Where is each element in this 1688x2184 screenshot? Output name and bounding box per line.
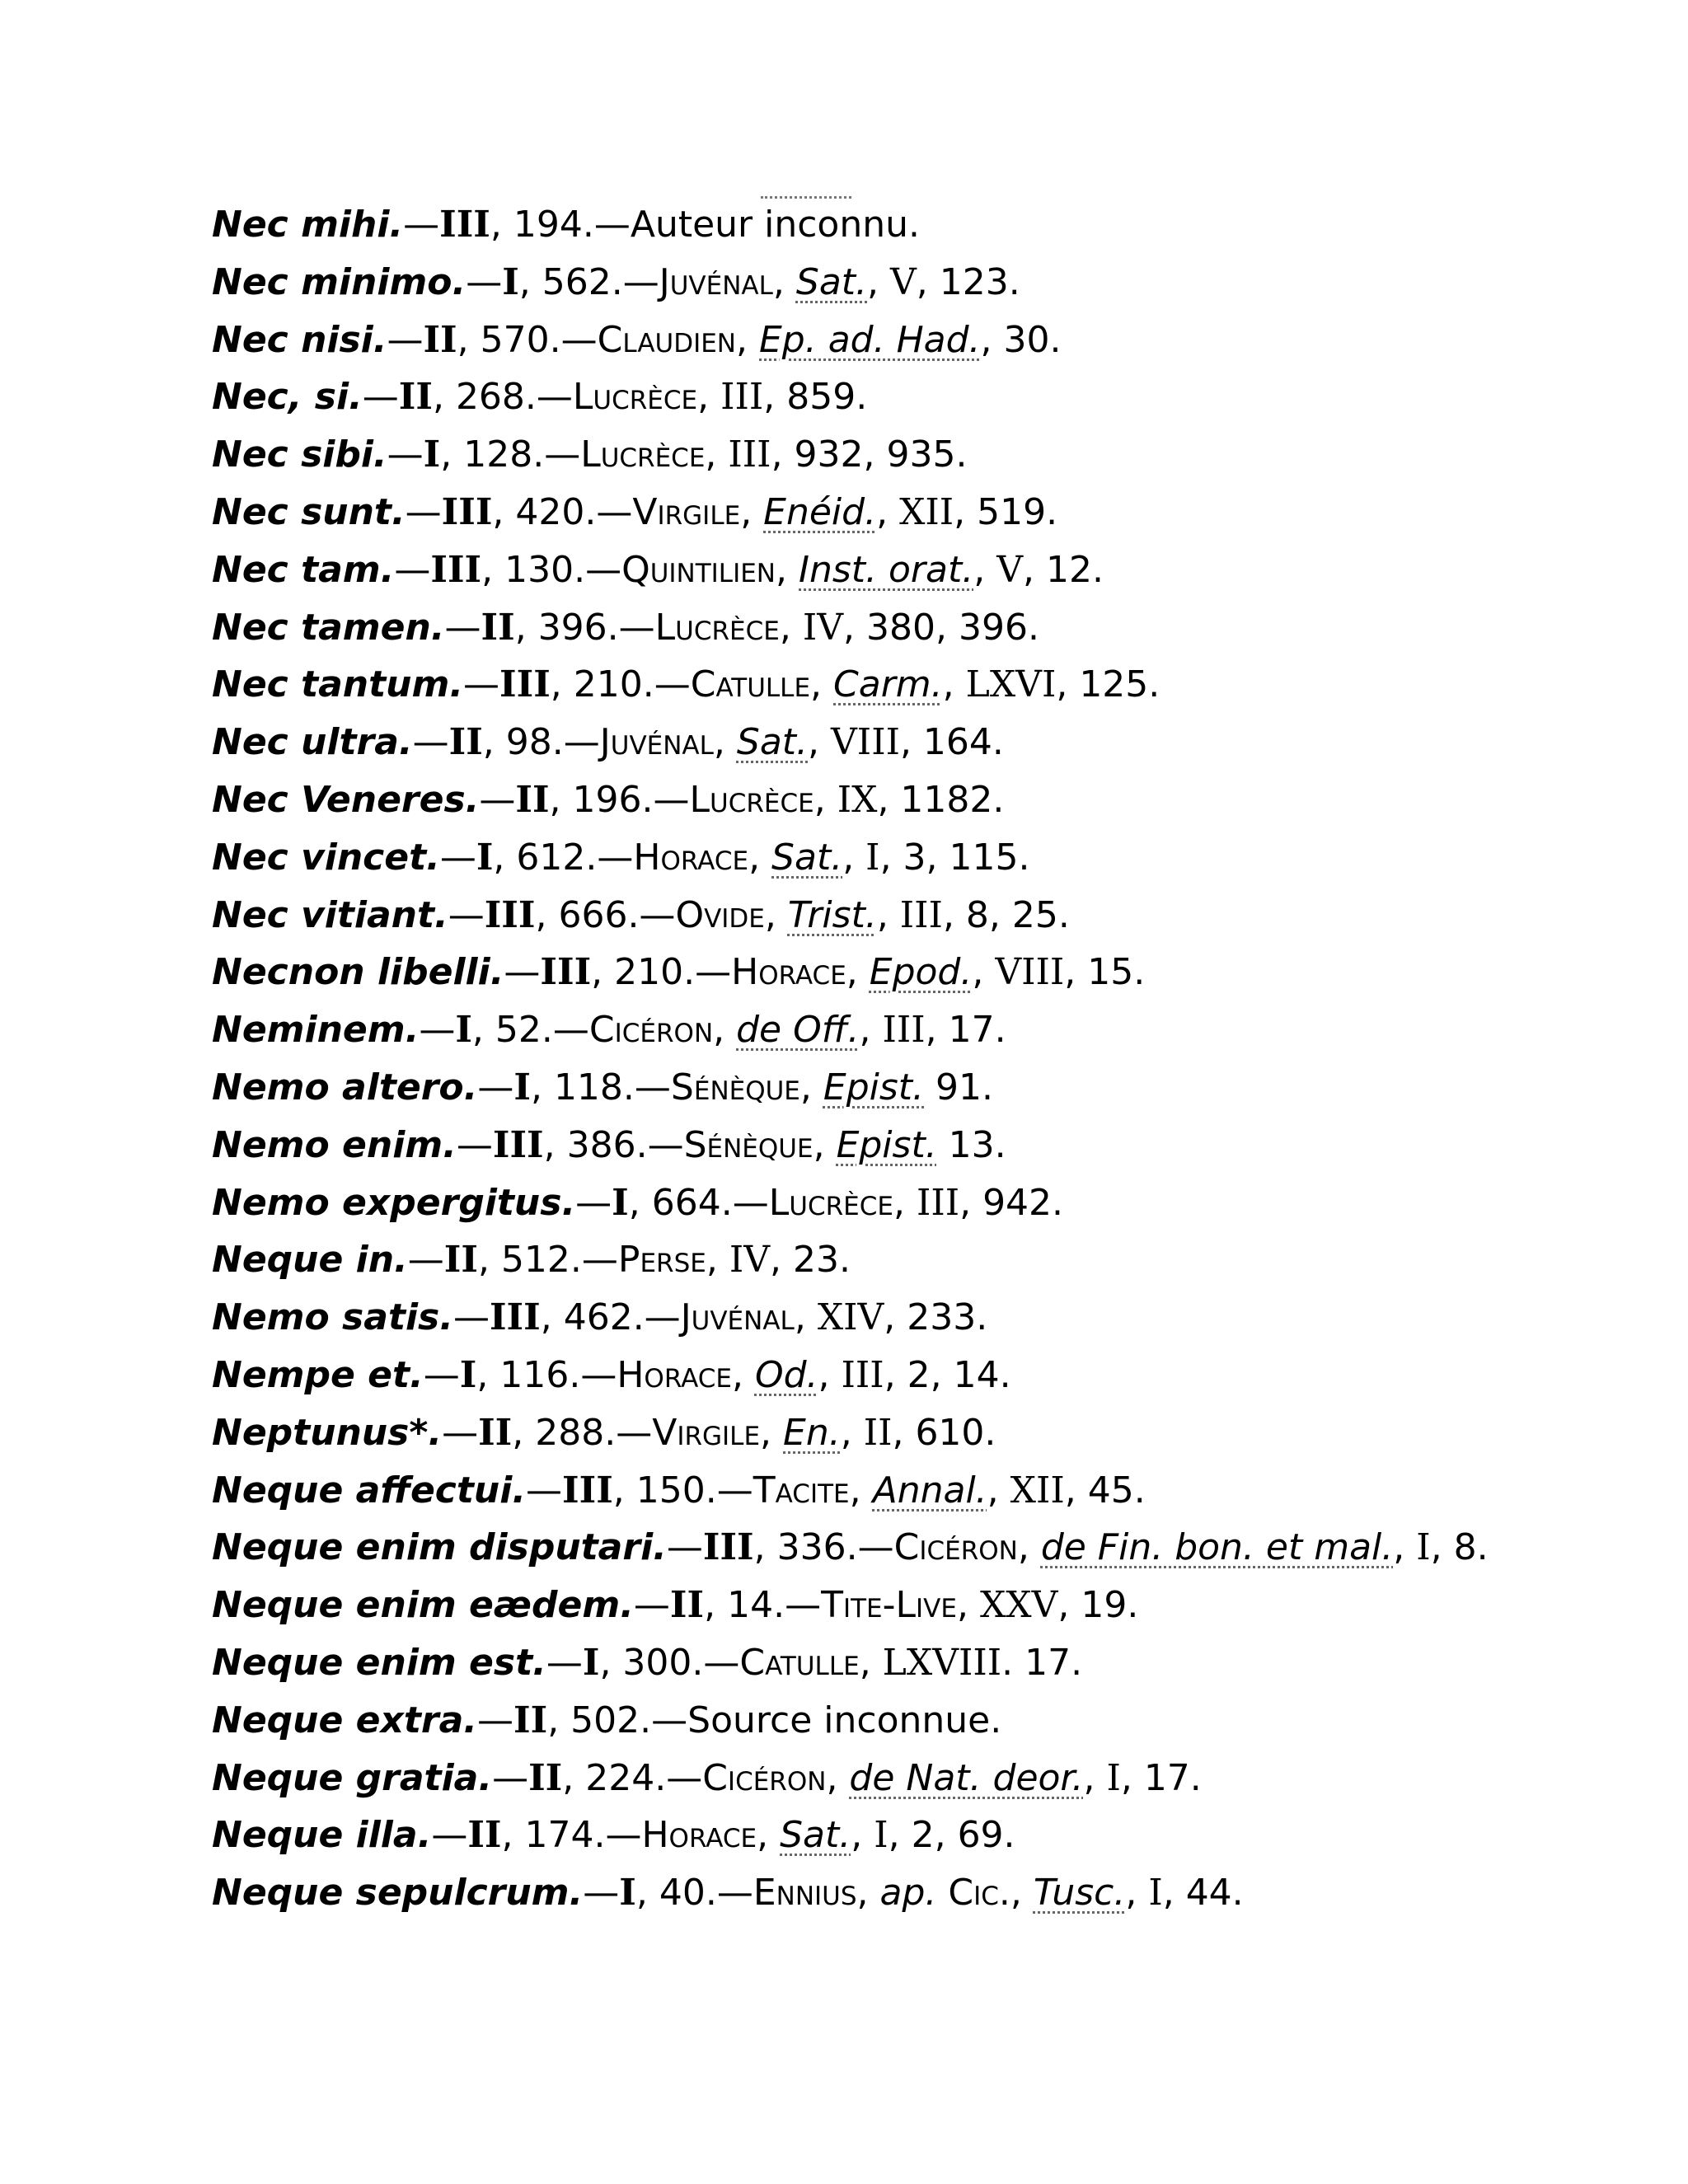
entry-author: Tite-Live: [821, 1584, 957, 1627]
entry-work-title: Sat.: [780, 1814, 851, 1857]
index-entry: Nec nisi.—II, 570.—Claudien, Ep. ad. Had., 30.: [212, 318, 1062, 361]
entry-volume: I: [502, 260, 519, 303]
entry-author: Lucrèce: [654, 606, 780, 649]
entry-work-title: Sat.: [771, 836, 843, 879]
entry-reference-text: 13.: [936, 1123, 1006, 1166]
entry-author: Juvénal: [659, 260, 773, 303]
entry-reference-text: ,: [840, 1411, 864, 1454]
index-entry: Nec, si.—II, 268.—Lucrèce, III, 859.: [212, 376, 868, 419]
entry-page: 300: [622, 1641, 692, 1684]
entry-work-title: Epist.: [823, 1066, 925, 1108]
entry-reference-text: ,: [776, 548, 799, 591]
entry-book-number: VIII: [831, 721, 900, 764]
entry-headword: Neminem.: [212, 1009, 420, 1052]
entry-reference-text: ,: [772, 260, 796, 303]
entry-volume: II: [513, 1699, 548, 1741]
index-entry: Neque gratia.—II, 224.—Cicéron, de Nat. deor., I, 17.: [212, 1756, 1202, 1799]
entry-page: 98: [505, 721, 552, 764]
entry-reference-text: , 8.: [1430, 1526, 1489, 1569]
entry-reference-text: ,: [779, 606, 803, 649]
index-entry: Neque in.—II, 512.—Perse, IV, 23.: [212, 1239, 851, 1282]
entry-author: Claudien: [597, 318, 737, 361]
entry-headword: Necnon libelli.: [212, 951, 504, 994]
entry-book-number: IV: [729, 1239, 770, 1282]
entry-reference-text: , 123.: [916, 260, 1020, 303]
entry-headword: Nec mihi.: [212, 204, 404, 246]
entry-author: Virgile: [652, 1411, 761, 1454]
entry-author: Cicéron: [702, 1756, 827, 1799]
entry-work-title: Sat.: [736, 721, 809, 764]
entry-reference-text: ,: [736, 318, 759, 361]
entry-book-number: V: [890, 260, 917, 303]
entry-volume: III: [441, 490, 493, 533]
entry-reference-text: ,: [876, 893, 900, 936]
index-entry: Nemo expergitus.—I, 664.—Lucrèce, III, 942.: [212, 1181, 1064, 1224]
entry-headword: Neque enim eædem.: [212, 1584, 634, 1627]
entry-reference-text: ,: [956, 1584, 980, 1627]
entry-reference-text: ,: [818, 1353, 842, 1396]
entry-reference-text: ,: [851, 1814, 874, 1857]
entry-headword: Nec tamen.: [212, 606, 445, 649]
entry-headword: Neque illa.: [212, 1814, 432, 1857]
entry-page: 386: [566, 1123, 636, 1166]
index-entry: Nec Veneres.—II, 196.—Lucrèce, IX, 1182.: [212, 778, 1005, 821]
entry-headword: Nec Veneres.: [212, 778, 480, 821]
index-entry: Neque illa.—II, 174.—Horace, Sat., I, 2, 69.: [212, 1814, 1015, 1857]
entry-author: Catulle: [739, 1641, 860, 1684]
entry-author: Horace: [617, 1353, 732, 1396]
entry-author: Lucrèce: [572, 376, 698, 419]
entry-page: 210: [573, 663, 643, 706]
entry-author: Lucrèce: [689, 778, 814, 821]
entry-reference-text: ,: [697, 376, 721, 419]
entry-reference-text: , 45.: [1064, 1469, 1146, 1511]
entry-work-title: Inst. orat.: [799, 548, 974, 591]
entry-volume: III: [492, 1123, 544, 1166]
entry-page: 194: [513, 204, 583, 246]
entry-reference-text: ,: [849, 1469, 873, 1511]
entry-page: 210: [614, 951, 684, 994]
entry-book-number: I: [865, 836, 880, 879]
entry-page: 150: [635, 1469, 706, 1511]
entry-reference-text: ,: [1393, 1526, 1417, 1569]
entry-work-title: En.: [783, 1411, 841, 1454]
entry-page: 40: [659, 1872, 706, 1915]
entry-volume: III: [489, 1296, 541, 1339]
entry-headword: Nec tam.: [212, 548, 395, 591]
index-entry: Neque enim disputari.—III, 336.—Cicéron, de Fin. bon. et mal., I, 8.: [212, 1526, 1489, 1569]
entry-page: 196: [572, 778, 642, 821]
entry-page: 174: [524, 1814, 594, 1857]
index-entry: Neque enim eædem.—II, 14.—Tite-Live, XXV, 19.: [212, 1584, 1139, 1627]
entry-work-title: de Off.: [736, 1009, 860, 1052]
entry-headword: Nempe et.: [212, 1353, 424, 1396]
entry-book-number: IX: [837, 778, 878, 821]
entry-reference-text: ,: [1010, 1872, 1034, 1915]
index-entry: Nempe et.—I, 116.—Horace, Od., III, 2, 14.: [212, 1353, 1011, 1396]
entry-reference-text: ,: [748, 836, 772, 879]
entry-volume: II: [481, 606, 515, 649]
entry-reference-text: ,: [856, 1872, 880, 1915]
entry-headword: Neque enim disputari.: [212, 1526, 667, 1569]
entry-volume: III: [540, 951, 592, 994]
entry-volume: II: [398, 376, 433, 419]
entry-volume: I: [619, 1872, 636, 1915]
entry-reference-text: , 233.: [884, 1296, 988, 1339]
entry-volume: III: [439, 204, 490, 246]
index-entry: Neptunus*.—II, 288.—Virgile, En., II, 610.: [212, 1411, 996, 1454]
entry-reference-text: , 15.: [1064, 951, 1146, 994]
entry-reference-text: ,: [705, 434, 729, 476]
entry-book-number: I: [1416, 1526, 1431, 1569]
entry-volume: I: [455, 1009, 472, 1052]
entry-reference-text: , 859.: [763, 376, 868, 419]
entry-page: 224: [585, 1756, 655, 1799]
entry-reference-text: , 17.: [1120, 1756, 1202, 1799]
entry-reference-text: ,: [732, 1353, 755, 1396]
entry-page: 462: [563, 1296, 633, 1339]
entry-volume: II: [448, 721, 483, 764]
entry-reference-text: , 1182.: [877, 778, 1005, 821]
entry-page: 562: [542, 260, 612, 303]
index-entry: Nec vincet.—I, 612.—Horace, Sat., I, 3, 115.: [212, 836, 1030, 879]
entry-page: 502: [570, 1699, 640, 1741]
entry-headword: Neque extra.: [212, 1699, 478, 1741]
index-entry: Nec mihi.—III, 194.—Auteur inconnu.: [212, 204, 920, 246]
index-entry: Nemo altero.—I, 118.—Sénèque, Epist. 91.: [212, 1066, 993, 1108]
entry-volume: II: [467, 1814, 502, 1857]
index-entry: Nec sibi.—I, 128.—Lucrèce, III, 932, 935.: [212, 434, 968, 476]
index-entry: Nec tamen.—II, 396.—Lucrèce, IV, 380, 396.: [212, 606, 1039, 649]
entry-volume: III: [484, 893, 536, 936]
entry-page: 512: [500, 1239, 570, 1282]
entry-reference-text: ,: [713, 1009, 737, 1052]
entry-work-title: de Nat. deor.: [849, 1756, 1084, 1799]
index-entry: Necnon libelli.—III, 210.—Horace, Epod., VIII, 15.: [212, 951, 1146, 994]
entry-author: Horace: [633, 836, 749, 879]
entry-reference-text: ,: [972, 951, 996, 994]
entry-work-title: Carm.: [833, 663, 943, 706]
entry-work-title: Trist.: [787, 893, 877, 936]
entry-book-number: III: [841, 1353, 884, 1396]
entry-reference-text: ,: [893, 1181, 917, 1224]
index-entry: Nec tam.—III, 130.—Quintilien, Inst. orat., V, 12.: [212, 548, 1104, 591]
entry-page: 666: [558, 893, 628, 936]
entry-author: Ovide: [675, 893, 765, 936]
entry-headword: Neptunus*.: [212, 1411, 443, 1454]
entry-work-title: Enéid.: [763, 490, 877, 533]
entry-reference-text: ,: [808, 721, 832, 764]
entry-volume: III: [702, 1526, 754, 1569]
entry-reference-text: , 2, 14.: [884, 1353, 1011, 1396]
entry-reference-text: ,: [760, 1411, 784, 1454]
entry-author: Quintilien: [621, 548, 776, 591]
entry-reference-text: ,: [942, 663, 966, 706]
entry-page: 268: [455, 376, 525, 419]
entry-volume: I: [423, 434, 441, 476]
entry-headword: Nemo expergitus.: [212, 1181, 576, 1224]
entry-reference-text: ,: [799, 1066, 823, 1108]
entry-book-number: VIII: [995, 951, 1065, 994]
entry-volume: II: [515, 778, 550, 821]
entry-reference-text: ,: [876, 490, 900, 533]
entry-author: Horace: [641, 1814, 757, 1857]
entry-author: Sénèque: [683, 1123, 814, 1166]
entry-volume: III: [430, 548, 482, 591]
entry-book-number: III: [882, 1009, 926, 1052]
entry-work-title: Epist.: [836, 1123, 937, 1166]
index-entry: Nec vitiant.—III, 666.—Ovide, Trist., III, 8, 25.: [212, 893, 1070, 936]
entry-page: 664: [651, 1181, 721, 1224]
entry-page: 612: [516, 836, 586, 879]
entry-headword: Nemo enim.: [212, 1123, 457, 1166]
entry-work-title: Annal.: [872, 1469, 987, 1511]
entry-headword: Nec ultra.: [212, 721, 413, 764]
entry-reference-text: , 932, 935.: [771, 434, 968, 476]
index-entry: Nec ultra.—II, 98.—Juvénal, Sat., VIII, 164.: [212, 721, 1004, 764]
entry-volume: II: [478, 1411, 513, 1454]
entry-book-number: I: [1106, 1756, 1121, 1799]
entry-reference-text: ,: [859, 1641, 883, 1684]
entry-reference-text: Source inconnue.: [687, 1699, 1002, 1741]
entry-volume: I: [459, 1353, 477, 1396]
index-entry: Neque enim est.—I, 300.—Catulle, LXVIII. 17.: [212, 1641, 1083, 1684]
entry-work-title: Sat.: [795, 260, 868, 303]
entry-reference-text: ,: [867, 260, 891, 303]
entry-volume: II: [443, 1239, 478, 1282]
entry-reference-text: , 19.: [1057, 1584, 1139, 1627]
entry-book-number: III: [899, 893, 943, 936]
entry-page: 14: [727, 1584, 774, 1627]
entry-headword: Nec, si.: [212, 376, 363, 419]
index-entry: Nemo enim.—III, 386.—Sénèque, Epist. 13.: [212, 1123, 1006, 1166]
entry-reference-text: , 942.: [959, 1181, 1064, 1224]
entry-author: Horace: [731, 951, 846, 994]
entry-page: 52: [495, 1009, 542, 1052]
entry-reference-text: ,: [846, 951, 870, 994]
entry-headword: Nemo satis.: [212, 1296, 453, 1339]
entry-reference-text: ,: [814, 778, 837, 821]
entry-author: Ennius: [753, 1872, 857, 1915]
entry-author: Cic.: [948, 1872, 1010, 1915]
entry-reference-text: ,: [973, 548, 997, 591]
index-page: [212, 196, 1498, 1922]
entry-book-number: XII: [899, 490, 954, 533]
entry-author: Virgile: [632, 490, 741, 533]
entry-book-number: LXVIII: [882, 1641, 1002, 1684]
entry-volume: II: [528, 1756, 563, 1799]
entry-reference-text: ,: [826, 1756, 850, 1799]
entry-page: 570: [480, 318, 550, 361]
entry-book-number: III: [728, 434, 771, 476]
entry-reference-text: , 3, 115.: [879, 836, 1030, 879]
entry-author: Lucrèce: [768, 1181, 893, 1224]
entry-volume: I: [612, 1181, 629, 1224]
entry-page: 288: [535, 1411, 605, 1454]
entry-headword: Neque sepulcrum.: [212, 1872, 584, 1915]
entry-headword: Neque enim est.: [212, 1641, 546, 1684]
entry-reference-text: 91.: [924, 1066, 993, 1108]
entry-book-number: I: [1148, 1872, 1163, 1915]
entry-reference-text: , 30.: [980, 318, 1062, 361]
entry-reference-text: ,: [757, 1814, 781, 1857]
entry-reference-text: , 610.: [892, 1411, 996, 1454]
index-entry: Neminem.—I, 52.—Cicéron, de Off., III, 17.: [212, 1009, 1006, 1052]
entry-author: Cicéron: [893, 1526, 1018, 1569]
entry-book-number: XIV: [817, 1296, 884, 1339]
entry-volume: III: [562, 1469, 613, 1511]
entry-work-title: Od.: [754, 1353, 818, 1396]
entry-book-number: III: [916, 1181, 960, 1224]
entry-volume: I: [582, 1641, 600, 1684]
entry-author: Cicéron: [588, 1009, 714, 1052]
entry-ref-italic: ap.: [879, 1872, 937, 1915]
entry-work-title: Ep. ad. Had.: [759, 318, 981, 361]
entry-page: 118: [553, 1066, 623, 1108]
entry-page: 420: [515, 490, 585, 533]
entry-reference-text: ,: [706, 1239, 729, 1282]
entry-page: 396: [537, 606, 607, 649]
index-entry: Neque affectui.—III, 150.—Tacite, Annal., XII, 45.: [212, 1469, 1146, 1511]
entry-page: 116: [499, 1353, 570, 1396]
entry-headword: Nec sunt.: [212, 490, 406, 533]
entry-reference-text: , 2, 69.: [888, 1814, 1015, 1857]
entry-book-number: V: [996, 548, 1023, 591]
entry-book-number: XII: [1010, 1469, 1065, 1511]
entry-reference-text: , 23.: [770, 1239, 851, 1282]
entry-work-title: de Fin. bon. et mal.: [1040, 1526, 1394, 1569]
entry-reference-text: ,: [859, 1009, 883, 1052]
entry-author: Sénèque: [670, 1066, 800, 1108]
entry-reference-text: [936, 1872, 948, 1914]
entry-reference-text: ,: [713, 721, 737, 764]
entry-reference-text: ,: [1017, 1526, 1041, 1569]
entry-reference-text: ,: [842, 836, 866, 879]
entry-reference-text: . 17.: [1001, 1641, 1083, 1684]
entry-headword: Nec tantum.: [212, 663, 464, 706]
entry-book-number: I: [874, 1814, 889, 1857]
entry-reference-text: , 519.: [954, 490, 1058, 533]
entry-reference-text: ,: [764, 893, 788, 936]
entry-work-title: Tusc.: [1033, 1872, 1126, 1915]
entry-headword: Neque gratia.: [212, 1756, 493, 1799]
entry-author: Lucrèce: [580, 434, 706, 476]
entry-book-number: IV: [802, 606, 844, 649]
index-entry: Nemo satis.—III, 462.—Juvénal, XIV, 233.: [212, 1296, 988, 1339]
entry-reference-text: Auteur inconnu.: [630, 204, 920, 246]
entry-reference-text: , 17.: [925, 1009, 1006, 1052]
entry-book-number: XXV: [979, 1584, 1058, 1627]
entry-book-number: III: [720, 376, 764, 419]
entry-headword: Nec sibi.: [212, 434, 387, 476]
entry-headword: Nec nisi.: [212, 318, 387, 361]
entry-headword: Neque in.: [212, 1239, 408, 1282]
index-entry: Neque sepulcrum.—I, 40.—Ennius, ap. Cic., Tusc., I, 44.: [212, 1872, 1244, 1915]
entry-reference-text: , 125.: [1056, 663, 1160, 706]
entry-headword: Nemo altero.: [212, 1066, 478, 1108]
entry-page: 336: [776, 1526, 846, 1569]
entry-headword: Nec vitiant.: [212, 893, 448, 936]
citation-index-list: [212, 196, 1498, 1922]
entry-author: Juvénal: [680, 1296, 795, 1339]
entry-reference-text: , 44.: [1162, 1872, 1244, 1915]
entry-reference-text: ,: [810, 663, 834, 706]
entry-reference-text: ,: [987, 1469, 1010, 1511]
entry-author: Catulle: [690, 663, 811, 706]
entry-author: Perse: [617, 1239, 706, 1282]
entry-reference-text: , 8, 25.: [942, 893, 1070, 936]
entry-volume: III: [499, 663, 551, 706]
entry-reference-text: ,: [794, 1296, 818, 1339]
entry-author: Juvénal: [599, 721, 714, 764]
entry-author: Tacite: [753, 1469, 850, 1511]
entry-page: 128: [463, 434, 533, 476]
index-entry: Nec minimo.—I, 562.—Juvénal, Sat., V, 123.: [212, 260, 1020, 303]
entry-headword: Neque affectui.: [212, 1469, 527, 1511]
entry-book-number: II: [863, 1411, 893, 1454]
entry-reference-text: ,: [1125, 1872, 1149, 1915]
entry-reference-text: , 380, 396.: [843, 606, 1039, 649]
entry-headword: Nec minimo.: [212, 260, 467, 303]
entry-volume: II: [669, 1584, 705, 1627]
entry-headword: Nec vincet.: [212, 836, 440, 879]
entry-reference-text: ,: [813, 1123, 837, 1166]
entry-reference-text: , 12.: [1023, 548, 1104, 591]
entry-reference-text: ,: [740, 490, 764, 533]
entry-reference-text: , 164.: [899, 721, 1004, 764]
entry-volume: II: [423, 318, 457, 361]
index-entry: Neque extra.—II, 502.—Source inconnue.: [212, 1699, 1002, 1741]
entry-volume: I: [513, 1066, 531, 1108]
entry-page: 130: [504, 548, 574, 591]
entry-work-title: Epod.: [869, 951, 973, 994]
index-entry: Nec sunt.—III, 420.—Virgile, Enéid., XII, 519.: [212, 490, 1058, 533]
index-entry: Nec tantum.—III, 210.—Catulle, Carm., LXVI, 125.: [212, 663, 1160, 706]
entry-book-number: LXVI: [965, 663, 1057, 706]
entry-reference-text: ,: [1083, 1756, 1107, 1799]
entry-volume: I: [476, 836, 494, 879]
